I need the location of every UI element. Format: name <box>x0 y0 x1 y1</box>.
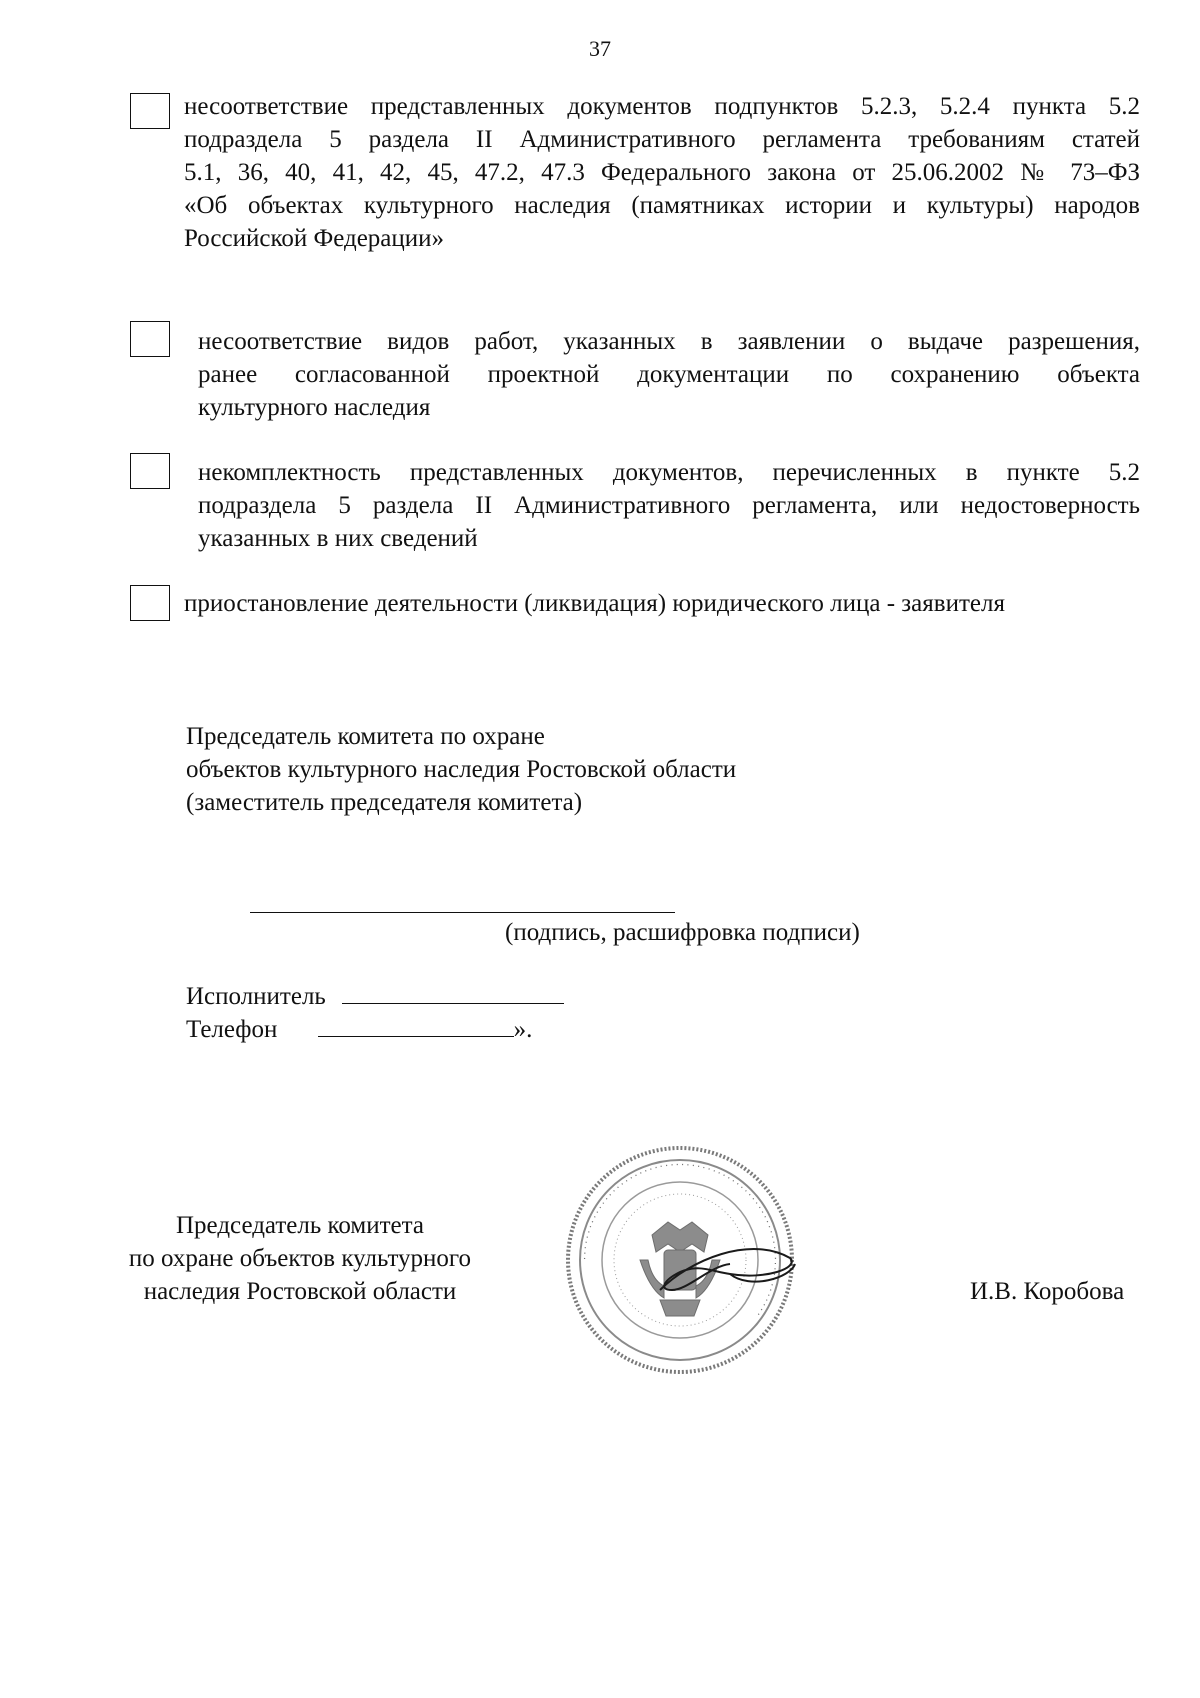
option-checkbox-4[interactable] <box>130 585 170 621</box>
option-text-1 <box>184 90 1140 255</box>
page-number: 37 <box>589 36 611 61</box>
signatory-name: И.В. Коробова <box>970 1278 1125 1305</box>
footer-title-line-3: наследия Ростовской области <box>143 1278 457 1305</box>
option-2-line-2: ранее согласованной проектной документации по сохранению объекта <box>198 361 1140 388</box>
option-3-line-3: указанных в них сведений <box>198 525 478 552</box>
chairman-line-2: объектов культурного наследия Ростовской области <box>186 756 737 783</box>
chairman-block <box>186 720 736 819</box>
option-1-line-4: «Об объектах культурного наследия (памятниках истории и культуры) народов <box>184 192 1140 219</box>
signature-caption: (подпись, расшифровка подписи) <box>505 919 860 946</box>
option-3-line-2: подраздела 5 раздела II Административного регламента, или недостоверность <box>198 492 1140 519</box>
svg-text:······························: ··································································· <box>579 1159 781 1320</box>
signature-line <box>250 912 675 913</box>
option-2-line-1: несоответствие видов работ, указанных в заявлении о выдаче разрешения, <box>198 328 1140 355</box>
option-3-line-1: некомплектность представленных документов, перечисленных в пункте 5.2 <box>198 459 1140 486</box>
option-1-line-3: 5.1, 36, 40, 41, 42, 45, 47.2, 47.3 Федерального закона от 25.06.2002 № 73–ФЗ <box>184 159 1140 186</box>
phone-suffix: ». <box>513 1016 533 1043</box>
option-checkbox-2[interactable] <box>130 321 170 357</box>
footer-title-line-2: по охране объектов культурного <box>128 1245 472 1272</box>
executor-row <box>186 980 786 1013</box>
option-1-line-2: подраздела 5 раздела II Административного регламента требованиям статей <box>184 126 1140 153</box>
footer-title <box>100 1209 500 1308</box>
option-checkbox-3[interactable] <box>130 453 170 489</box>
option-2-line-3: культурного наследия <box>198 394 431 421</box>
option-4-line-1: приостановление деятельности (ликвидация) юридического лица - заявителя <box>184 590 1005 617</box>
option-text-3 <box>198 456 1140 555</box>
option-text-2 <box>198 325 1140 424</box>
executor-label: Исполнитель <box>186 983 326 1010</box>
option-text-4 <box>184 587 1144 620</box>
official-seal-icon <box>560 1140 800 1380</box>
footer-title-line-1: Председатель комитета <box>176 1212 424 1239</box>
phone-label: Телефон <box>186 1016 278 1043</box>
option-checkbox-1[interactable] <box>130 93 170 129</box>
phone-row <box>186 1013 786 1046</box>
option-1-line-5: Российской Федерации» <box>184 225 445 252</box>
chairman-line-1: Председатель комитета по охране <box>186 723 545 750</box>
option-1-line-1: несоответствие представленных документов подпунктов 5.2.3, 5.2.4 пункта 5.2 <box>184 93 1140 120</box>
chairman-line-3: (заместитель председателя комитета) <box>186 789 583 816</box>
executor-field[interactable] <box>342 981 564 1004</box>
phone-field[interactable] <box>318 1014 514 1037</box>
